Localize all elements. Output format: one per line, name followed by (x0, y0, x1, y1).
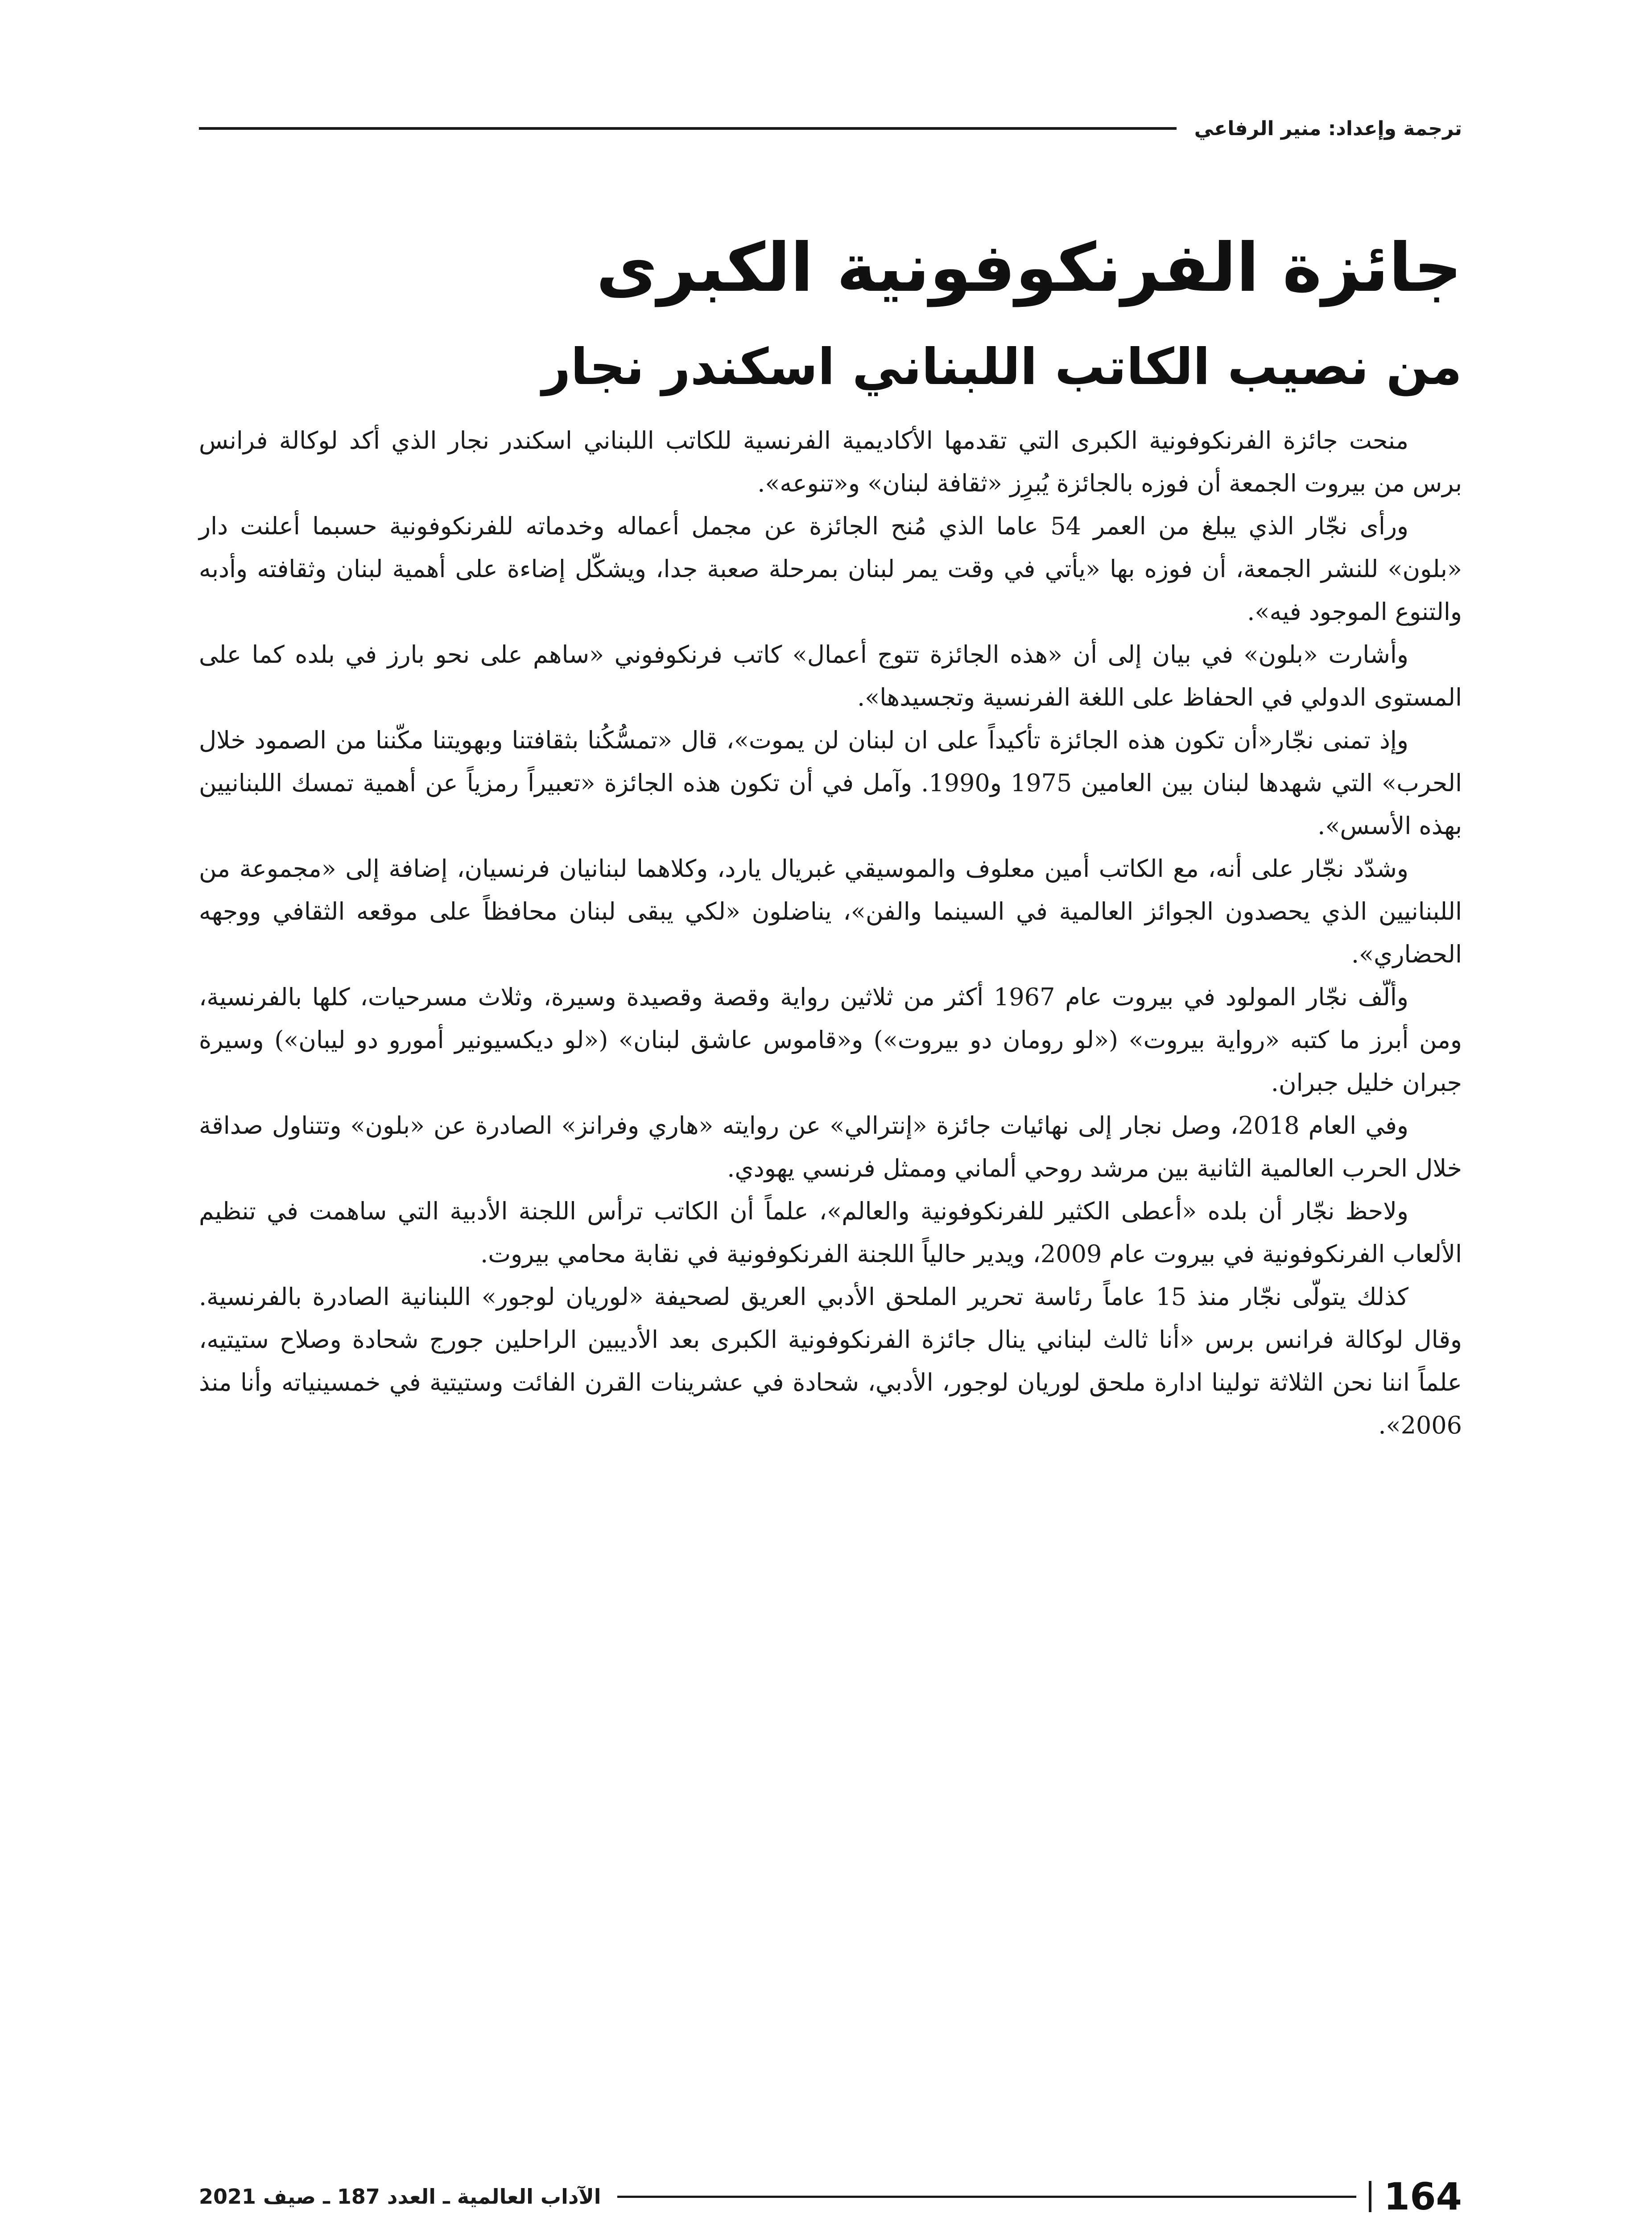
article-paragraph: وفي العام 2018، وصل نجار إلى نهائيات جائزة «إنترالي» عن روايته «هاري وفرانز» الصادرة عن «بلون» وتتناول صداقة خلال الحرب العالمية الثانية بين مرشد روحي ألماني وممثل فرنسي يهودي. (199, 1111, 1462, 1182)
article-subtitle: من نصيب الكاتب اللبناني اسكندر نجار (542, 338, 1462, 396)
article-title: جائزة الفرنكوفونية الكبرى (596, 229, 1462, 307)
article-paragraph: كذلك يتولّى نجّار منذ 15 عاماً رئاسة تحرير الملحق الأدبي العريق لصحيفة «لوريان لوجور» اللبنانية الصادرة بالفرنسية. وقال لوكالة فرانس برس «أنا ثالث لبناني ينال جائزة الفرنكوفونية الكبرى بعد الأديبين الراحلين جورج شحادة وصلاح ستيتيه، علماً اننا نحن الثلاثة تولينا ادارة ملحق لوريان لوجور، الأدبي، شحادة في عشرينات القرن الفائت وستيتية في خمسينياته وأنا منذ 2006». (199, 1283, 1462, 1439)
header-rule (199, 127, 1177, 130)
article-paragraph: وأشارت «بلون» في بيان إلى أن «هذه الجائزة تتوج أعمال» كاتب فرنكوفوني «ساهم على نحو بارز في بلده كما على المستوى الدولي في الحفاظ على اللغة الفرنسية وتجسيدها». (199, 640, 1462, 711)
footer-rule (617, 2196, 1356, 2198)
credit-header (199, 111, 1462, 146)
page-number-separator (1369, 2181, 1371, 2212)
article-paragraph: ولاحظ نجّار أن بلده «أعطى الكثير للفرنكوفونية والعالم»، علماً أن الكاتب ترأس اللجنة الأدبية التي ساهمت في تنظيم الألعاب الفرنكوفونية في بيروت عام 2009، ويدير حالياً اللجنة الفرنكوفونية في نقابة محامي بيروت. (199, 1197, 1462, 1268)
article-body (199, 419, 1462, 1447)
article-paragraph: ورأى نجّار الذي يبلغ من العمر 54 عاما الذي مُنح الجائزة عن مجمل أعماله وخدماته للفرنكوفونية حسبما أعلنت دار «بلون» للنشر الجمعة، أن فوزه بها «يأتي في وقت يمر لبنان بمرحلة صعبة جدا، ويشكّل إضاءة على أهمية لبنان وثقافته وأدبه والتنوع الموجود فيه». (199, 512, 1462, 626)
article-paragraph: وشدّد نجّار على أنه، مع الكاتب أمين معلوف والموسيقي غبريال يارد، وكلاهما لبنانيان فرنسيان، إضافة إلى «مجموعة من اللبنانيين الذي يحصدون الجوائز العالمية في السينما والفن»، يناضلون «لكي يبقى لبنان محافظاً على موقعه الثقافي ووجهه الحضاري». (199, 855, 1462, 968)
article-paragraph: وألّف نجّار المولود في بيروت عام 1967 أكثر من ثلاثين رواية وقصة وقصيدة وسيرة، وثلاث مسرحيات، كلها بالفرنسية، ومن أبرز ما كتبه «رواية بيروت» («لو رومان دو بيروت») و«قاموس عاشق لبنان» («لو ديكسيونير أمورو دو ليبان») وسيرة جبران خليل جبران. (199, 983, 1462, 1097)
page-footer (199, 2172, 1462, 2221)
article-paragraph: منحت جائزة الفرنكوفونية الكبرى التي تقدمها الأكاديمية الفرنسية للكاتب اللبناني اسكندر نجار الذي أكد لوكالة فرانس برس من بيروت الجمعة أن فوزه بالجائزة يُبرِز «ثقافة لبنان» و«تنوعه». (199, 426, 1462, 497)
page-number: 164 (1384, 2175, 1462, 2218)
translator-credit: ترجمة وإعداد: منير الرفاعي (1194, 117, 1462, 140)
issue-info: الآداب العالمية ـ العدد 187 ـ صيف 2021 (199, 2185, 601, 2209)
article-paragraph: وإذ تمنى نجّار«أن تكون هذه الجائزة تأكيداً على ان لبنان لن يموت»، قال «تمسُّكُنا بثقافتنا وبهويتنا مكّننا من الصمود خلال الحرب» التي شهدها لبنان بين العامين 1975 و1990. وآمل في أن تكون هذه الجائزة «تعبيراً رمزياً عن أهمية تمسك اللبنانيين بهذه الأسس». (199, 726, 1462, 840)
